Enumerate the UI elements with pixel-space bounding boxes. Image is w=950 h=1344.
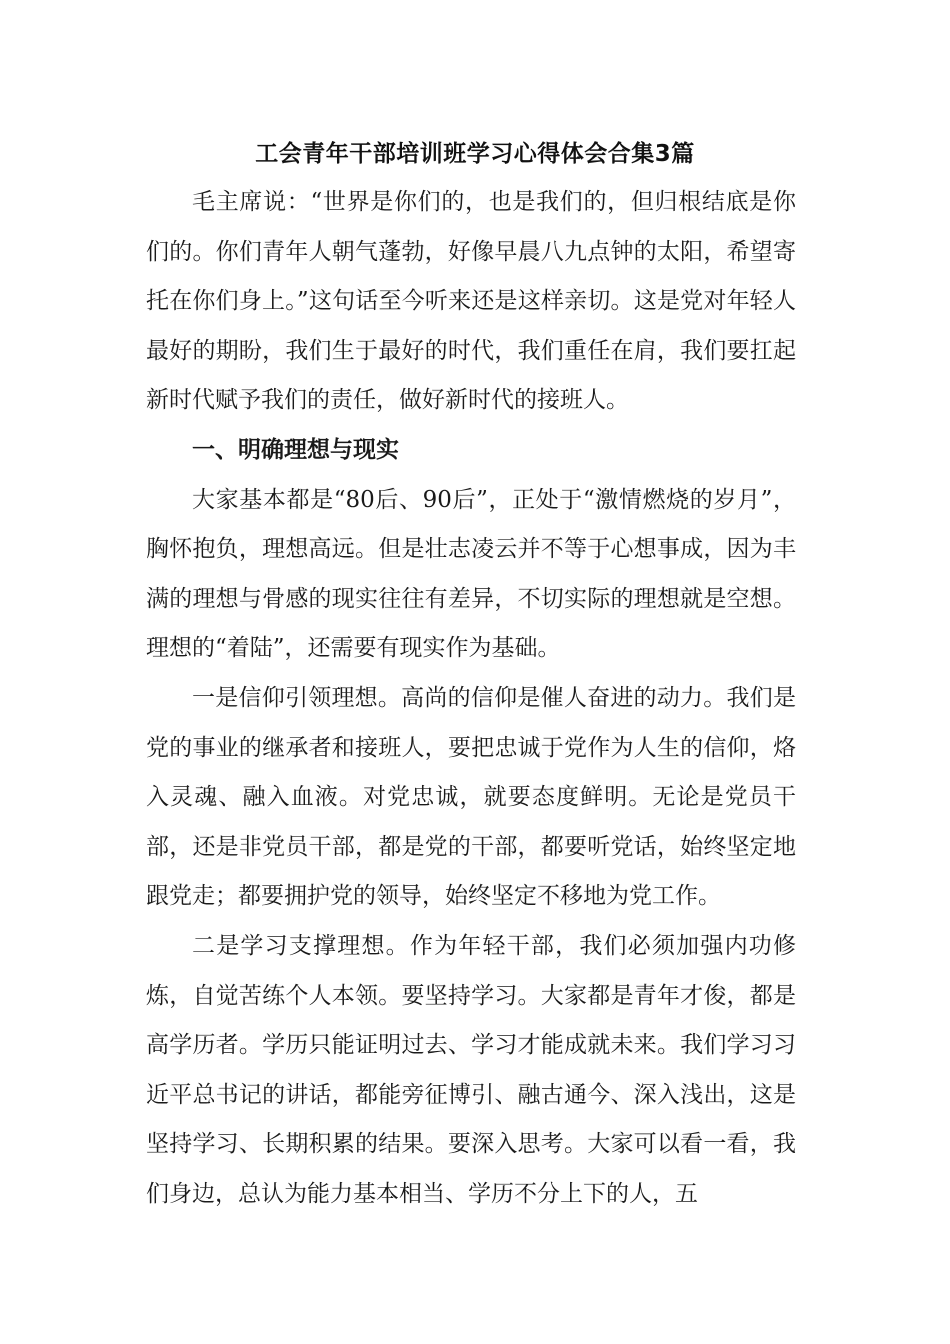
paragraph-section-intro: 大家基本都是“80后、90后”，正处于“激情燃烧的岁月”，胸怀抱负，理想高远。但是壮志凌云并不等于心想事成，因为丰满的理想与骨感的现实往往有差异，不切实际的理想就是空想。理想的“着陆”，还需要有现实作为基础。 [146, 486, 796, 662]
document-title: 工会青年干部培训班学习心得体会合集3篇 [255, 141, 695, 167]
section-heading-1: 一、明确理想与现实 [192, 436, 399, 463]
paragraph-point-2: 二是学习支撑理想。作为年轻干部，我们必须加强内功修炼，自觉苦练个人本领。要坚持学习。大家都是青年才俊，都是高学历者。学历只能证明过去、学习才能成就未来。我们学习习近平总书记的讲话，都能旁征博引、融古通今、深入浅出，这是坚持学习、长期积累的结果。要深入思考。大家可以看一看，我们身边，总认为能力基本相当、学历不分上下的人，五 [146, 932, 796, 1207]
paragraph-point-1: 一是信仰引领理想。高尚的信仰是催人奋进的动力。我们是党的事业的继承者和接班人，要把忠诚于党作为人生的信仰，烙入灵魂、融入血液。对党忠诚，就要态度鲜明。无论是党员干部，还是非党员干部，都是党的干部，都要听党话，始终坚定地跟党走；都要拥护党的领导，始终坚定不移地为党工作。 [146, 684, 796, 910]
paragraph-intro: 毛主席说：“世界是你们的，也是我们的，但归根结底是你们的。你们青年人朝气蓬勃，好像早晨八九点钟的太阳，希望寄托在你们身上。”这句话至今听来还是这样亲切。这是党对年轻人最好的期盼，我们生于最好的时代，我们重任在肩，我们要扛起新时代赋予我们的责任，做好新时代的接班人。 [146, 189, 796, 414]
document-body [146, 178, 796, 1219]
